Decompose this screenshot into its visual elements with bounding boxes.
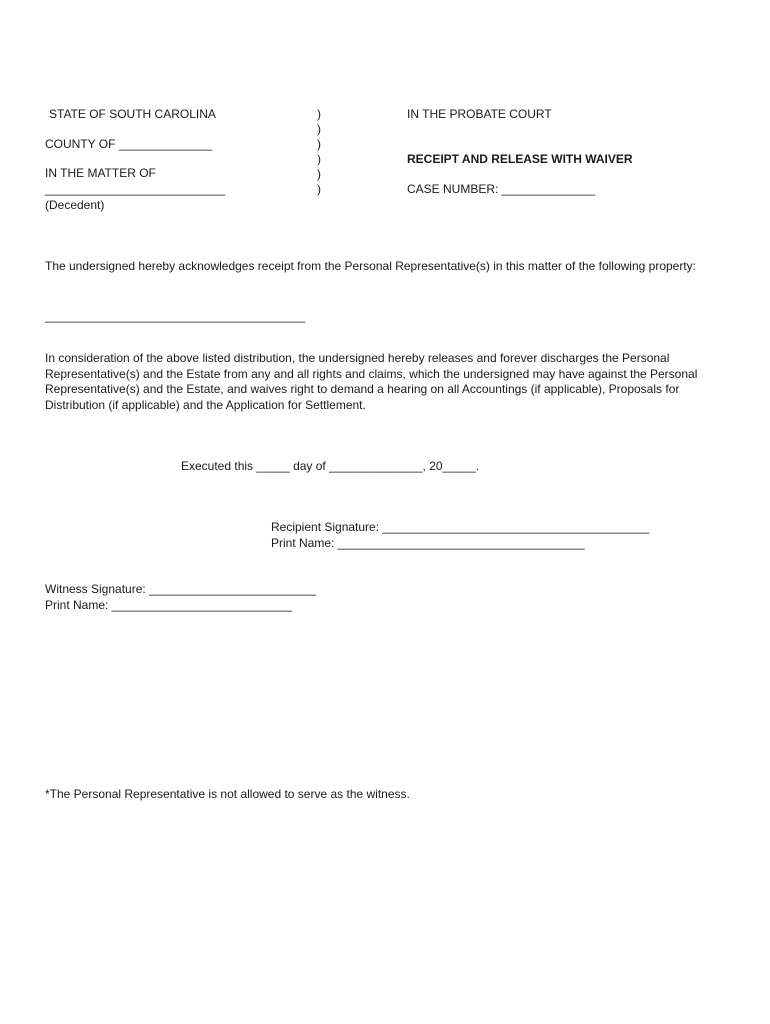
caption-paren: ) bbox=[317, 107, 321, 121]
property-line: _______________________________________ bbox=[45, 309, 306, 323]
case-number-field: CASE NUMBER: ______________ bbox=[407, 182, 596, 196]
caption-paren: ) bbox=[317, 137, 321, 151]
court-label: IN THE PROBATE COURT bbox=[407, 107, 552, 121]
execution-date-line: Executed this _____ day of ______________, 20_____. bbox=[181, 459, 480, 473]
caption-paren: ) bbox=[317, 167, 321, 181]
decedent-label: (Decedent) bbox=[45, 198, 105, 212]
witness-footnote: *The Personal Representative is not allowed to serve as the witness. bbox=[45, 787, 410, 801]
county-field: COUNTY OF ______________ bbox=[45, 137, 213, 151]
caption-paren: ) bbox=[317, 152, 321, 166]
caption-separator bbox=[317, 107, 327, 197]
state-label: STATE OF SOUTH CAROLINA bbox=[49, 107, 216, 121]
form-title: RECEIPT AND RELEASE WITH WAIVER bbox=[407, 152, 633, 166]
decedent-name-line: ___________________________ bbox=[45, 182, 226, 196]
release-paragraph: In consideration of the above listed distribution, the undersigned hereby releases and forever discharges the Personal Representative(s) and the Estate from any and all rights and claims, which the undersigned may have against the Personal Representative(s) and the Estate, and waives right to demand a hearing on all Accountings (if applicable), Proposals for Distribution (if applicable) and the Application for Settlement. bbox=[45, 351, 698, 412]
caption-paren: ) bbox=[317, 182, 321, 196]
witness-signature-line: Witness Signature: _________________________ bbox=[45, 582, 316, 596]
recipient-signature-line: Recipient Signature: ________________________________________ bbox=[271, 520, 650, 534]
receipt-paragraph: The undersigned hereby acknowledges receipt from the Personal Representative(s) in this matter of the following property: bbox=[45, 259, 697, 273]
caption-paren: ) bbox=[317, 122, 321, 136]
matter-label: IN THE MATTER OF bbox=[45, 166, 156, 180]
recipient-print-name-line: Print Name: _____________________________________ bbox=[271, 536, 585, 550]
witness-print-name-line: Print Name: ___________________________ bbox=[45, 598, 292, 612]
